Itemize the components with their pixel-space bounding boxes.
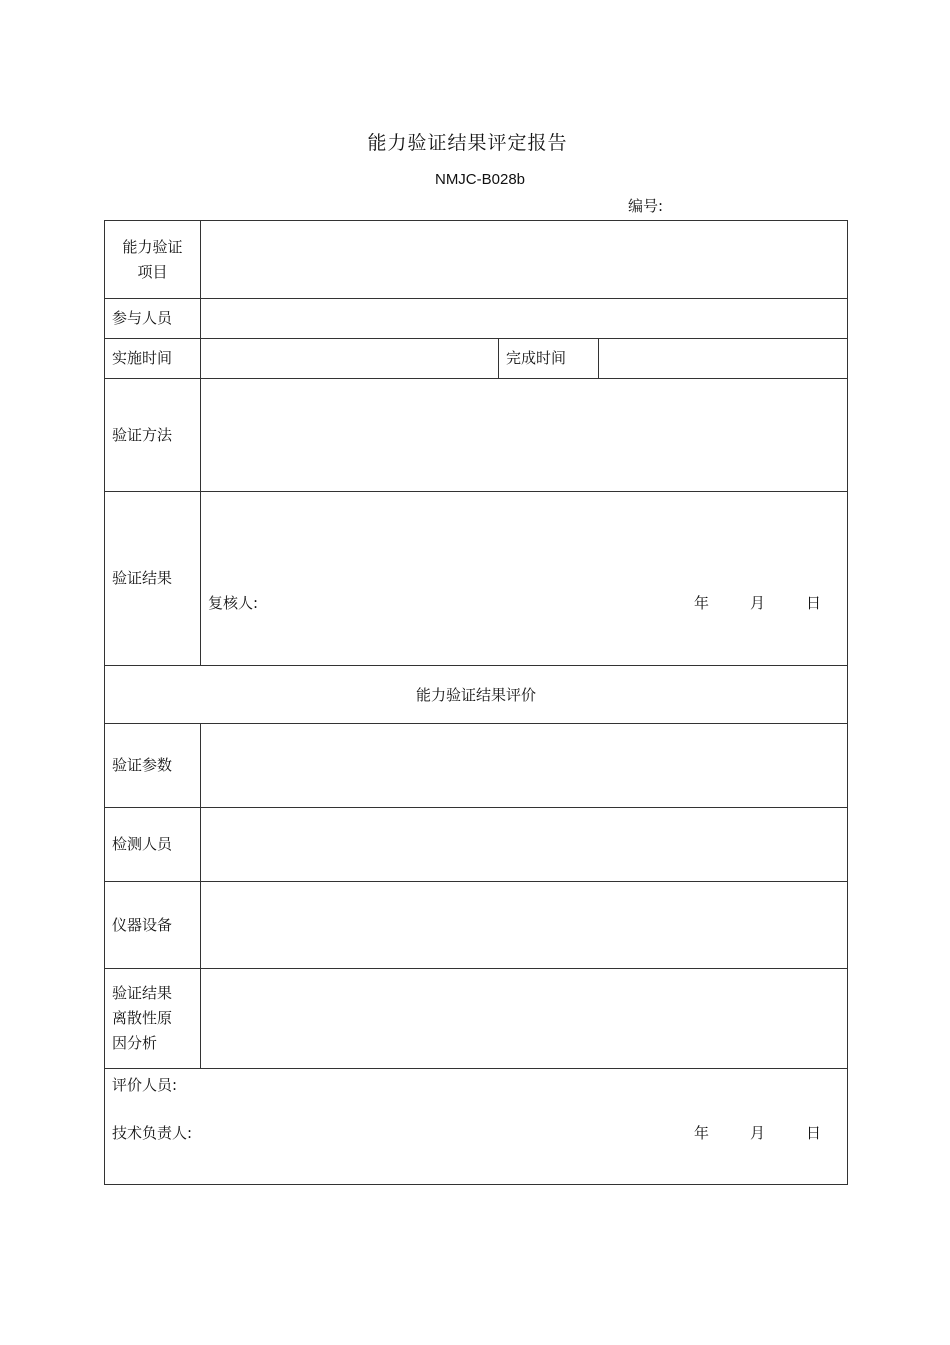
dispersion-label-line3: 因分析 — [112, 1034, 158, 1052]
result-label: 验证结果 — [105, 492, 201, 666]
tech-lead-label: 技术负责人: — [112, 1124, 193, 1142]
impl-time-label: 实施时间 — [105, 339, 201, 379]
dispersion-label — [105, 969, 201, 1069]
impl-time-field[interactable] — [201, 339, 499, 379]
method-row — [105, 379, 848, 492]
params-row — [105, 724, 848, 808]
params-label: 验证参数 — [105, 724, 201, 808]
dispersion-label-line2: 离散性原 — [112, 1009, 173, 1027]
testers-row — [105, 808, 848, 882]
method-label: 验证方法 — [105, 379, 201, 492]
section-title: 能力验证结果评价 — [105, 666, 848, 724]
year-label: 年 — [693, 594, 709, 612]
dispersion-row — [105, 969, 848, 1069]
equipment-row — [105, 882, 848, 969]
method-field[interactable] — [201, 379, 848, 492]
signature-date — [694, 1122, 821, 1143]
participants-field[interactable] — [201, 299, 848, 339]
number-label: 编号: — [628, 197, 664, 215]
project-label-line1: 能力验证 — [122, 237, 183, 256]
testers-label: 检测人员 — [105, 808, 201, 882]
project-label — [105, 221, 201, 299]
year-label: 年 — [693, 1124, 709, 1142]
section-row — [105, 666, 848, 724]
participants-label: 参与人员 — [105, 299, 201, 339]
dispersion-label-line1: 验证结果 — [112, 984, 173, 1002]
params-field[interactable] — [201, 724, 848, 808]
month-label: 月 — [749, 1124, 765, 1142]
project-row — [105, 221, 848, 299]
equipment-field[interactable] — [201, 882, 848, 969]
project-field[interactable] — [201, 221, 848, 299]
result-row — [105, 492, 848, 666]
result-field[interactable] — [201, 492, 848, 666]
signature-field[interactable] — [105, 1069, 848, 1185]
footer-row — [105, 1069, 848, 1185]
complete-time-field[interactable] — [599, 339, 848, 379]
day-label: 日 — [805, 594, 821, 612]
participants-row — [105, 299, 848, 339]
testers-field[interactable] — [201, 808, 848, 882]
reviewer-label: 复核人: — [208, 594, 259, 612]
evaluator-label: 评价人员: — [112, 1076, 178, 1094]
complete-time-label: 完成时间 — [499, 339, 599, 379]
dispersion-field[interactable] — [201, 969, 848, 1069]
result-date — [694, 592, 821, 613]
equipment-label: 仪器设备 — [105, 882, 201, 969]
page-title: 能力验证结果评定报告 — [367, 132, 568, 154]
month-label: 月 — [749, 594, 765, 612]
day-label: 日 — [805, 1124, 821, 1142]
time-row — [105, 339, 848, 379]
report-form-table — [104, 220, 848, 1185]
project-label-line2: 项目 — [137, 262, 168, 281]
form-code: NMJC-B028b — [434, 171, 526, 188]
